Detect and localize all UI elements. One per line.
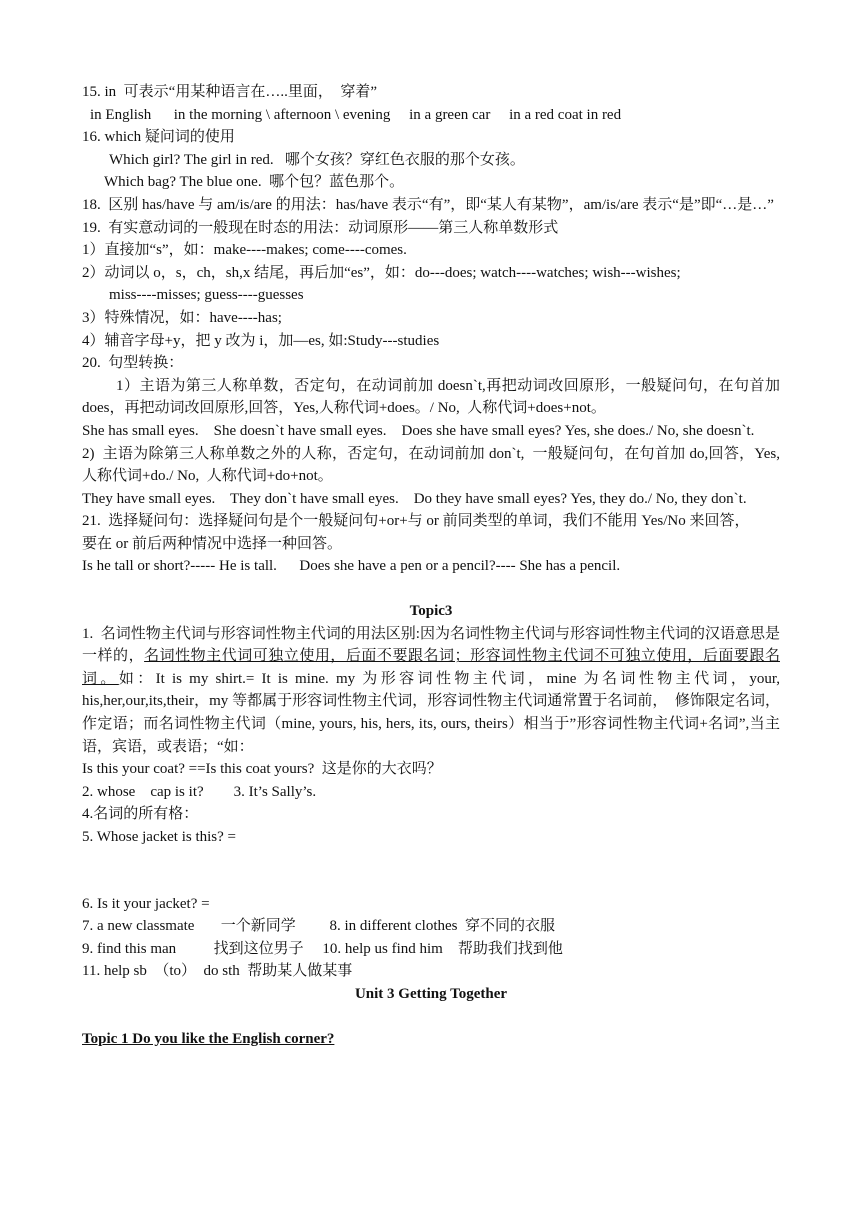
topic3-item-5: 5. Whose jacket is this? = (82, 829, 236, 845)
topic3-item-2-3: 2. whose cap is it? 3. It’s Sally’s. (82, 783, 317, 800)
item-16-example-1: Which girl? The girl in red. 哪个女孩？穿红色衣服的那个女孩。 (109, 151, 525, 168)
item-15-examples: in English in the morning \ afternoon \ evening in a green car in a red coat in red (90, 106, 622, 123)
topic3-item-7-8: 7. a new classmate 一个新同学 8. in different clothes 穿不同的衣服 (82, 918, 555, 935)
item-20-rule-2: 2) 主语为除第三人称单数之外的人称，否定句，在动词前加 don`t, 一般疑问句，在句首加 do,回答，Yes,人称代词+do./ No, 人称代词+do+not。 (82, 445, 780, 485)
item-18: 18. 区别 has/have 与 am/is/are 的用法：has/have 表示“有”，即“某人有某物”，am/is/are 表示“是”即“…是…” (82, 196, 774, 213)
topic3-item-1-explanation: 如：It is my shirt.= It is mine. my 为形容词性物主代词，mine 为名词性物主代词，your, his,her,our,its,their，my 等都属于形容词性物主代词，形容词性物主代词通常置于名词前， 修饰限定名词，作定语；而名词性物主代词（mine, yours, his, hers, its, ours, theirs）相当于”形容词性物主代词+名词”,当主语，宾语，或表语；“如： (82, 670, 784, 755)
item-16: 16. which 疑问词的使用 (82, 129, 235, 146)
topic3-item-1-example: Is this your coat? ==Is this coat yours? 这是你的大衣吗？ (82, 761, 442, 778)
topic3-item-1-intro: 1. 名词性物主代词与形容词性物主代词的用法区别:因为名词性物主代词与形容词性物主代词的汉语意思是一样的， (82, 625, 780, 665)
item-21: 21. 选择疑问句：选择疑问句是个一般疑问句+or+与 or 前同类型的单词，我们不能用 Yes/No 来回答， (82, 513, 750, 530)
topic3-item-6: 6. Is it your jacket? = (82, 895, 210, 912)
item-19-rule-4: 4）辅音字母+y，把 y 改为 i，加—es, 如:Study---studies (82, 332, 440, 349)
item-19: 19. 有实意动词的一般现在时态的用法：动词原形——第三人称单数形式 (82, 219, 559, 236)
document-page (82, 81, 784, 1050)
topic3-item-1 (82, 623, 784, 759)
topic3-item-9-10: 9. find this man 找到这位男子 10. help us find him 帮助我们找到他 (82, 940, 563, 957)
topic3-item-4: 4.名词的所有格： (82, 806, 199, 823)
item-15: 15. in 可表示“用某种语言在…..里面， 穿着” (82, 84, 377, 100)
item-19-rule-2-cont: miss----misses; guess----guesses (109, 287, 304, 304)
topic-heading: Topic 1 Do you like the English corner? (82, 1030, 335, 1047)
item-19-rule-1: 1）直接加“s”，如：make----makes; come----comes. (82, 242, 407, 259)
item-19-rule-2: 2）动词以 o，s，ch，sh,x 结尾，再后加“es”，如：do---does; watch----watches; wish---wishes; (82, 264, 681, 281)
item-21-cont: 要在 or 前后两种情况中选择一种回答。 (82, 535, 342, 552)
item-20: 20. 句型转换： (82, 355, 184, 372)
unit-heading: Unit 3 Getting Together (354, 985, 508, 1002)
item-19-rule-3: 3）特殊情况，如：have----has; (82, 309, 282, 326)
topic3-item-11: 11. help sb （to） do sth 帮助某人做某事 (82, 963, 353, 980)
item-20-example-1: She has small eyes. She doesn`t have small eyes. Does she have small eyes? Yes, she does./ No, she doesn`t. (82, 422, 755, 439)
item-20-example-2: They have small eyes. They don`t have small eyes. Do they have small eyes? Yes, they do./ No, they don`t. (82, 490, 747, 507)
item-16-example-2: Which bag? The blue one. 哪个包？蓝色那个。 (104, 174, 405, 191)
item-21-example: Is he tall or short?----- He is tall. Does she have a pen or a pencil?---- She has a pencil. (82, 558, 621, 575)
topic3-item-1-underlined-rule: 名词性物主代词可独立使用，后面不要跟名词；形容词性物主代词不可独立使用，后面要跟名词。 (82, 648, 780, 687)
item-20-rule-1: 1）主语为第三人称单数，否定句，在动词前加 doesn`t,再把动词改回原形，一般疑问句，在句首加 does，再把动词改回原形,回答，Yes,人称代词+does。/ No, 人称代词+does+not。 (82, 377, 784, 417)
section-heading-topic3: Topic3 (409, 603, 453, 620)
